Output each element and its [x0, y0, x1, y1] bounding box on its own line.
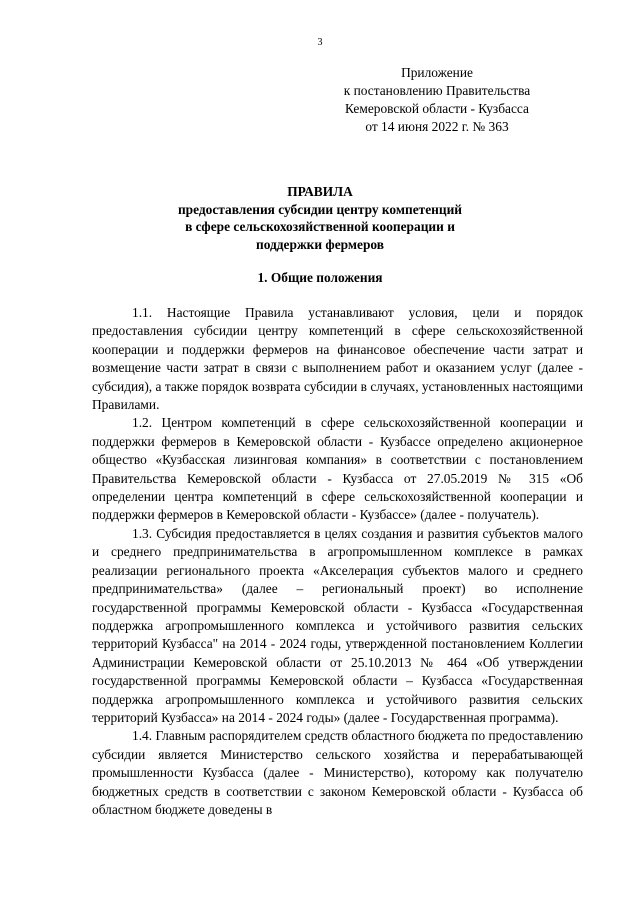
paragraph-1-1: 1.1. Настоящие Правила устанавливают условия, цели и порядок предоставления субсидии центру компетенций в сфере сельскохозяйственной кооперации и поддержки фермеров на финансовое обеспечение части затрат и возмещение части затрат в связи с выполнением работ и оказанием услуг (далее - субсидия), а также порядок возврата субсидии в случаях, установленных настоящими Правилами.	[92, 305, 583, 413]
title-heading: ПРАВИЛА	[287, 184, 353, 199]
paragraph-1-2: 1.2. Центром компетенций в сфере сельскохозяйственной кооперации и поддержки фермеров в Кемеровской области - Кузбассе определено акционерное общество «Кузбасская лизинговая компания» в соответствии с постановлением Правительства Кемеровской области - Кузбасса от 27.05.2019 № 315 «Об определении центра компетенций в сфере сельскохозяйственной кооперации и поддержки фермеров в Кемеровской области - Кузбассе» (далее - получатель).	[92, 415, 583, 523]
paragraph-1-3: 1.3. Субсидия предоставляется в целях создания и развития субъектов малого и среднего предпринимательства в агропромышленном комплексе в рамках реализации регионального проекта «Акселерация субъектов малого и среднего предпринимательства» (далее – региональный проект) во исполнение государственной программы Кемеровской области - Кузбасса «Государственная поддержка агропромышленного комплекса и устойчивого развития сельских территорий Кузбасса" на 2014 - 2024 годы, утвержденной постановлением Коллегии Администрации Кемеровской области от 25.10.2013 № 464 «Об утверждении государственной программы Кемеровской области – Кузбасса «Государственная поддержка агропромышленного комплекса и устойчивого развития сельских территорий Кузбасса» на 2014 - 2024 годы» (далее - Государственная программа).	[92, 525, 583, 725]
title-line: поддержки фермеров	[255, 236, 384, 252]
paragraph-1-4: 1.4. Главным распорядителем средств областного бюджета по предоставлению субсидии является Министерство сельского хозяйства и перерабатывающей промышленности Кузбасса (далее - Министерство), которому как получателю бюджетных средств в соответствии с законом Кемеровской области - Кузбасса об областном бюджете доведены в	[92, 728, 583, 817]
appendix-header	[322, 64, 552, 136]
appendix-line: к постановлению Правительства	[343, 83, 531, 98]
title-line: в сфере сельскохозяйственной кооперации и	[185, 219, 455, 234]
page-number: 3	[317, 37, 323, 48]
document-title	[0, 183, 640, 253]
appendix-line: Кемеровской области - Кузбасса	[345, 101, 529, 116]
section-heading: 1. Общие положения	[257, 270, 383, 285]
appendix-date: от 14 июня 2022 г. № 363	[365, 119, 509, 134]
appendix-line: Приложение	[401, 65, 473, 80]
document-body	[92, 304, 583, 819]
title-line: предоставления субсидии центру компетенций	[177, 201, 463, 217]
